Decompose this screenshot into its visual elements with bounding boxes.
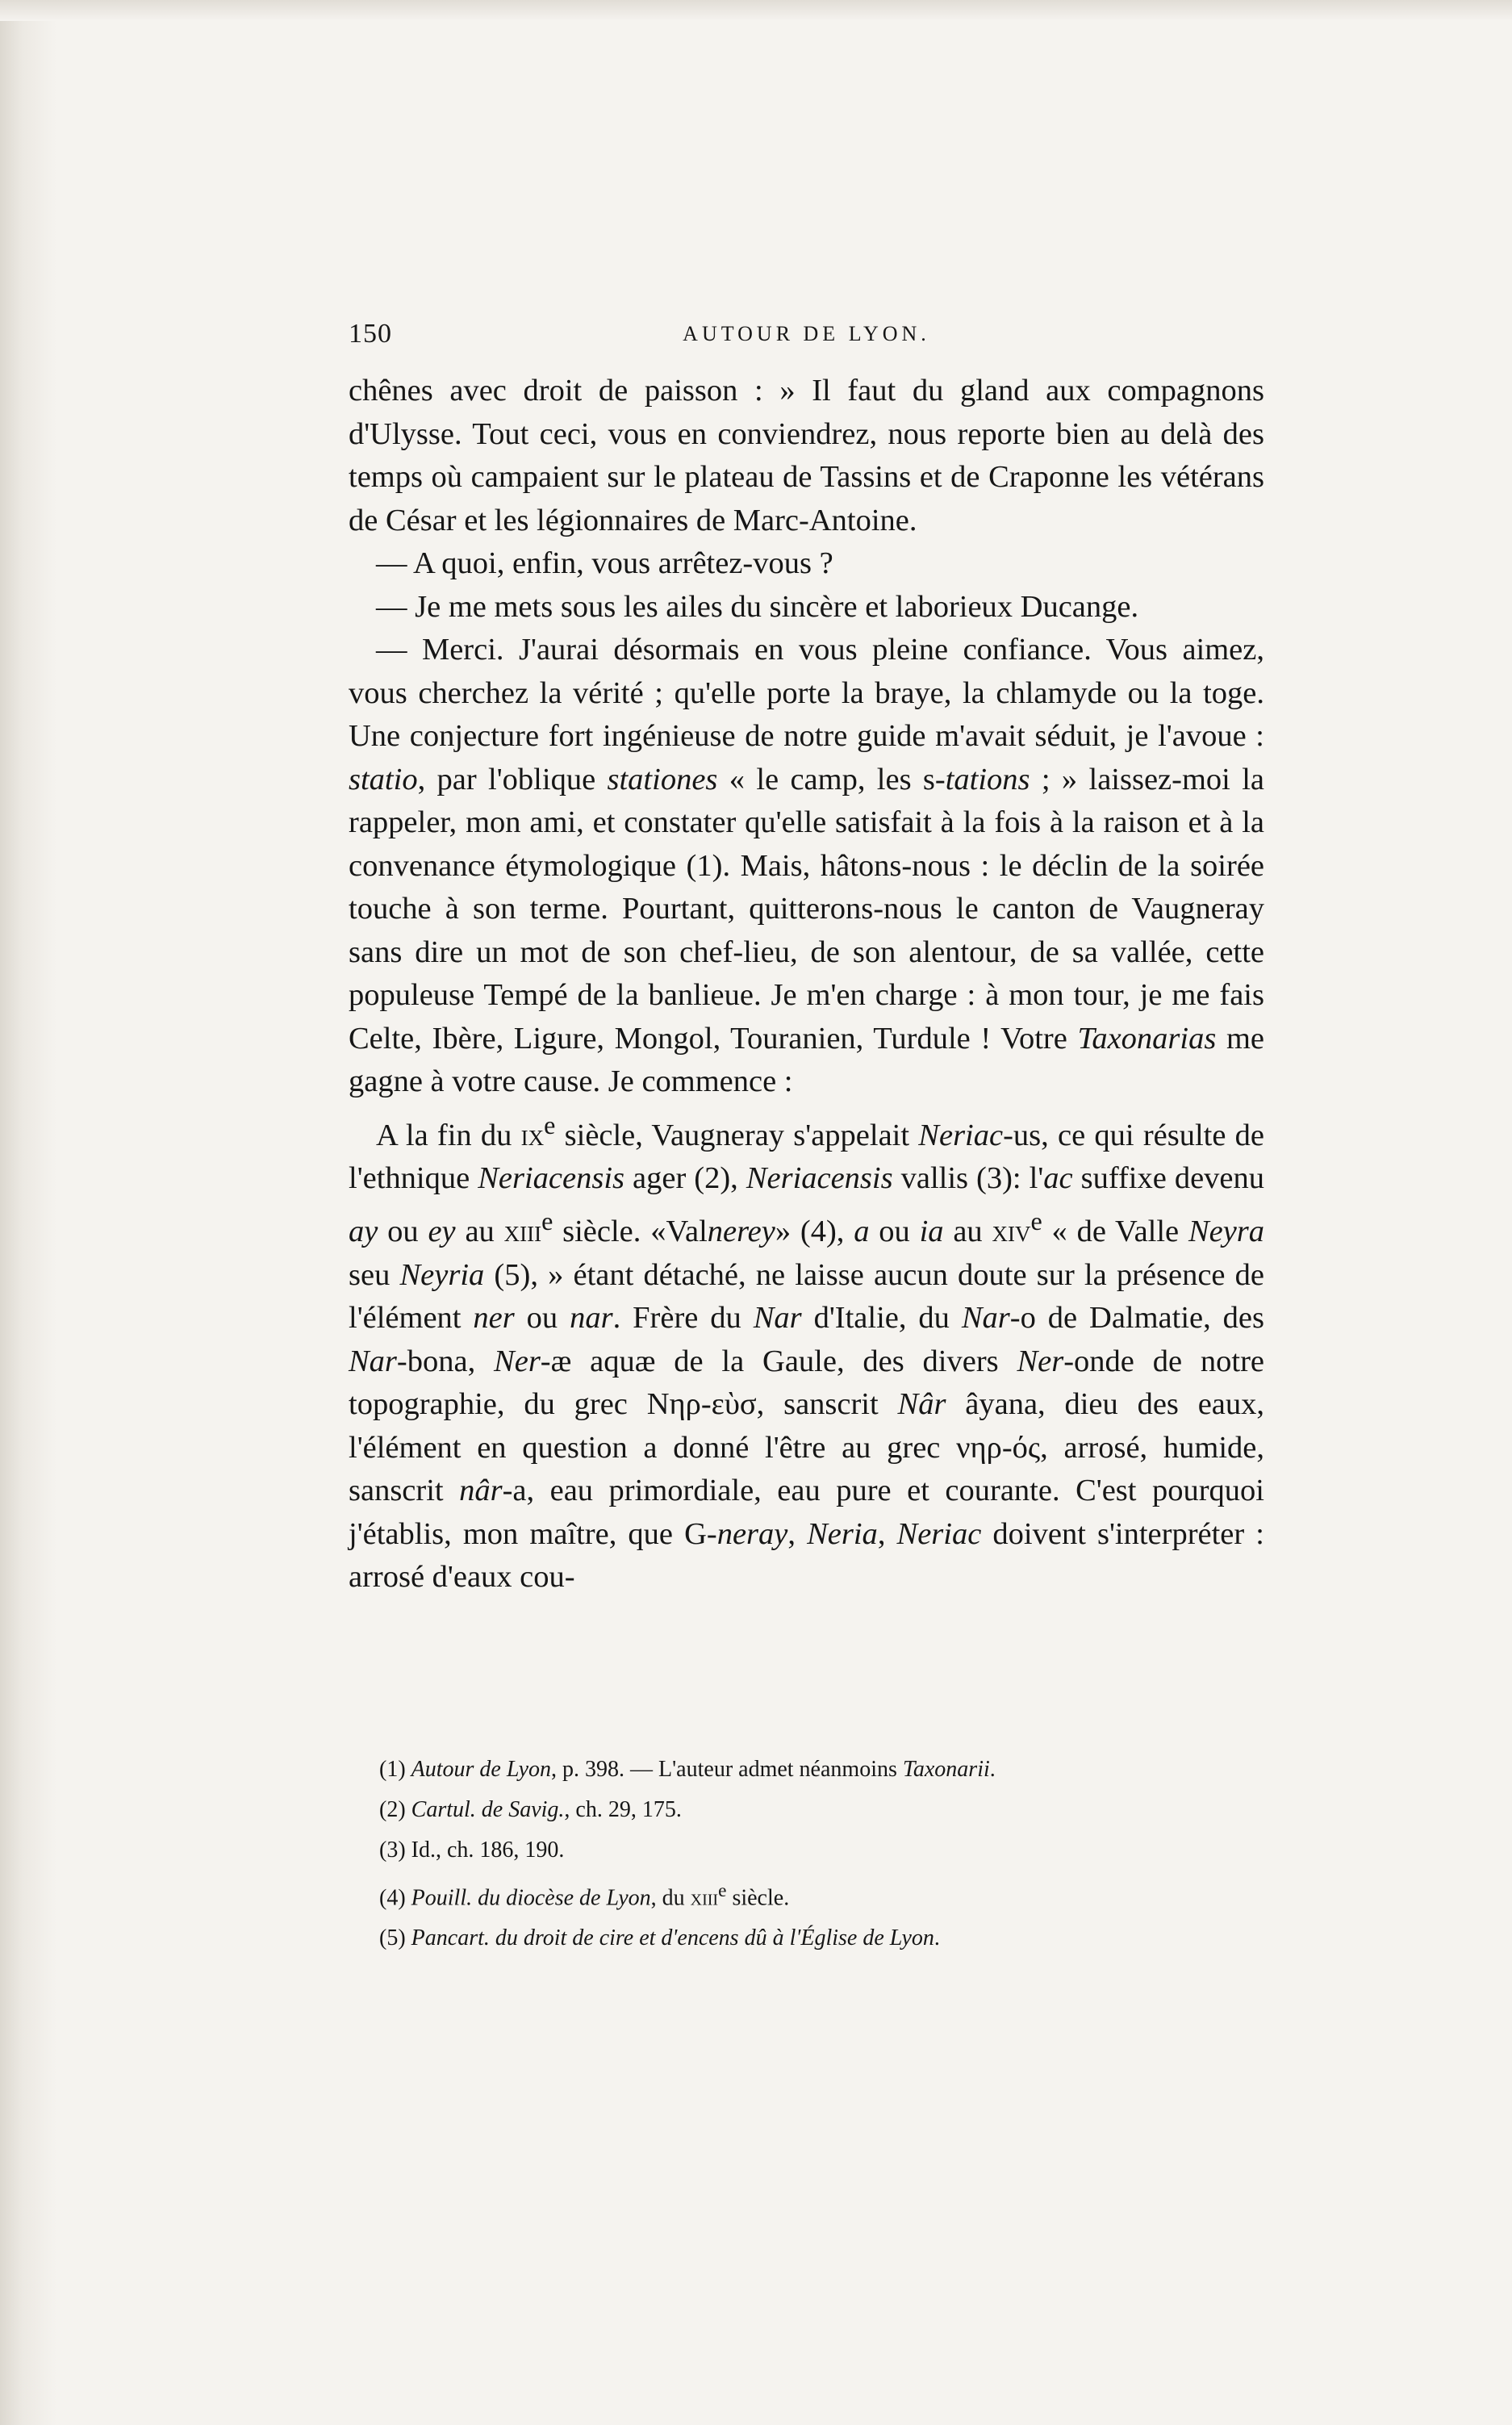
paragraph-2: — A quoi, enfin, vous arrêtez-vous ? <box>376 546 833 580</box>
page-left-edge <box>0 0 56 2425</box>
paragraph-1: chênes avec droit de paisson : » Il faut du gland aux compagnons d'Ulysse. Tout ceci, vous en conviendrez, nous reporte bien au delà des temps où campaient sur le plateau de Tassins et de Craponne les vétérans de César et les légionnaires de Marc-Antoine. <box>349 374 1264 537</box>
page-header <box>349 319 1264 359</box>
page-number: 150 <box>349 319 392 349</box>
footnote-4: (4) Pouill. du diocèse de Lyon, du xiii$^e$ siècle. <box>379 1880 790 1911</box>
main-text <box>349 370 1264 1599</box>
footnote-2: (2) Cartul. de Savig., ch. 29, 175. <box>379 1797 682 1822</box>
paragraph-4: — Merci. J'aurai désormais en vous pleine confiance. Vous aimez, vous cherchez la vérité ; qu'elle porte la braye, la chlamyde ou la toge. Une conjecture fort ingénieuse de notre guide m'avait séduit, je l'avoue : statio, par l'oblique stationes « le camp, les s-tations ; » laissez-moi la rappeler, mon ami, et constater qu'elle satisfait à la fois à la raison et à la convenance étymologique (1). Mais, hâtons-nous : le déclin de la soirée touche à son terme. Pourtant, quitterons-nous le canton de Vaugneray sans dire un mot de son chef-lieu, de son alentour, de sa vallée, cette populeuse Tempé de la banlieue. Je m'en charge : à mon tour, je me fais Celte, Ibère, Ligure, Mongol, Touranien, Turdule ! Votre Taxonarias me gagne à votre cause. Je commence : <box>349 633 1264 1098</box>
footnote-5: (5) Pancart. du droit de cire et d'encens dû à l'Église de Lyon. <box>379 1925 940 1951</box>
footnote-3: (3) Id., ch. 186, 190. <box>379 1838 565 1863</box>
footnote-1: (1) Autour de Lyon, p. 398. — L'auteur admet néanmoins Taxonarii. <box>379 1757 996 1782</box>
running-title: AUTOUR DE LYON. <box>683 322 930 345</box>
footnotes <box>379 1750 1267 1959</box>
page-top-edge <box>0 0 1512 21</box>
paragraph-3: — Je me mets sous les ailes du sincère et laborieux Ducange. <box>376 589 1139 624</box>
paragraph-5: A la fin du $ix^e$ siècle, Vaugneray s'appelait Neriac-us, ce qui résulte de l'ethnique Neriacensis ager (2), Neriacensis vallis (3): l'ac suffixe devenu ay ou ey au xiii$^e$ siècle. «Valnerey» (4), a ou ia au xiv$^e$ « de Valle Neyra seu Neyria (5), » étant détaché, ne laisse aucun doute sur la présence de l'élément ner ou nar. Frère du Nar d'Italie, du Nar-o de Dalmatie, des Nar-bona, Ner-æ aquæ de la Gaule, des divers Ner-onde de notre topographie, du grec Νηρ-εὺσ, sanscrit Nâr âyana, dieu des eaux, l'élément en question a donné l'être au grec νηρ-ός, arrosé, humide, sanscrit nâr-a, eau primordiale, eau pure et courante. C'est pourquoi j'établis, mon maître, que G-neray, Neria, Neriac doivent s'interpréter : arrosé d'eaux cou- <box>349 1110 1265 1595</box>
